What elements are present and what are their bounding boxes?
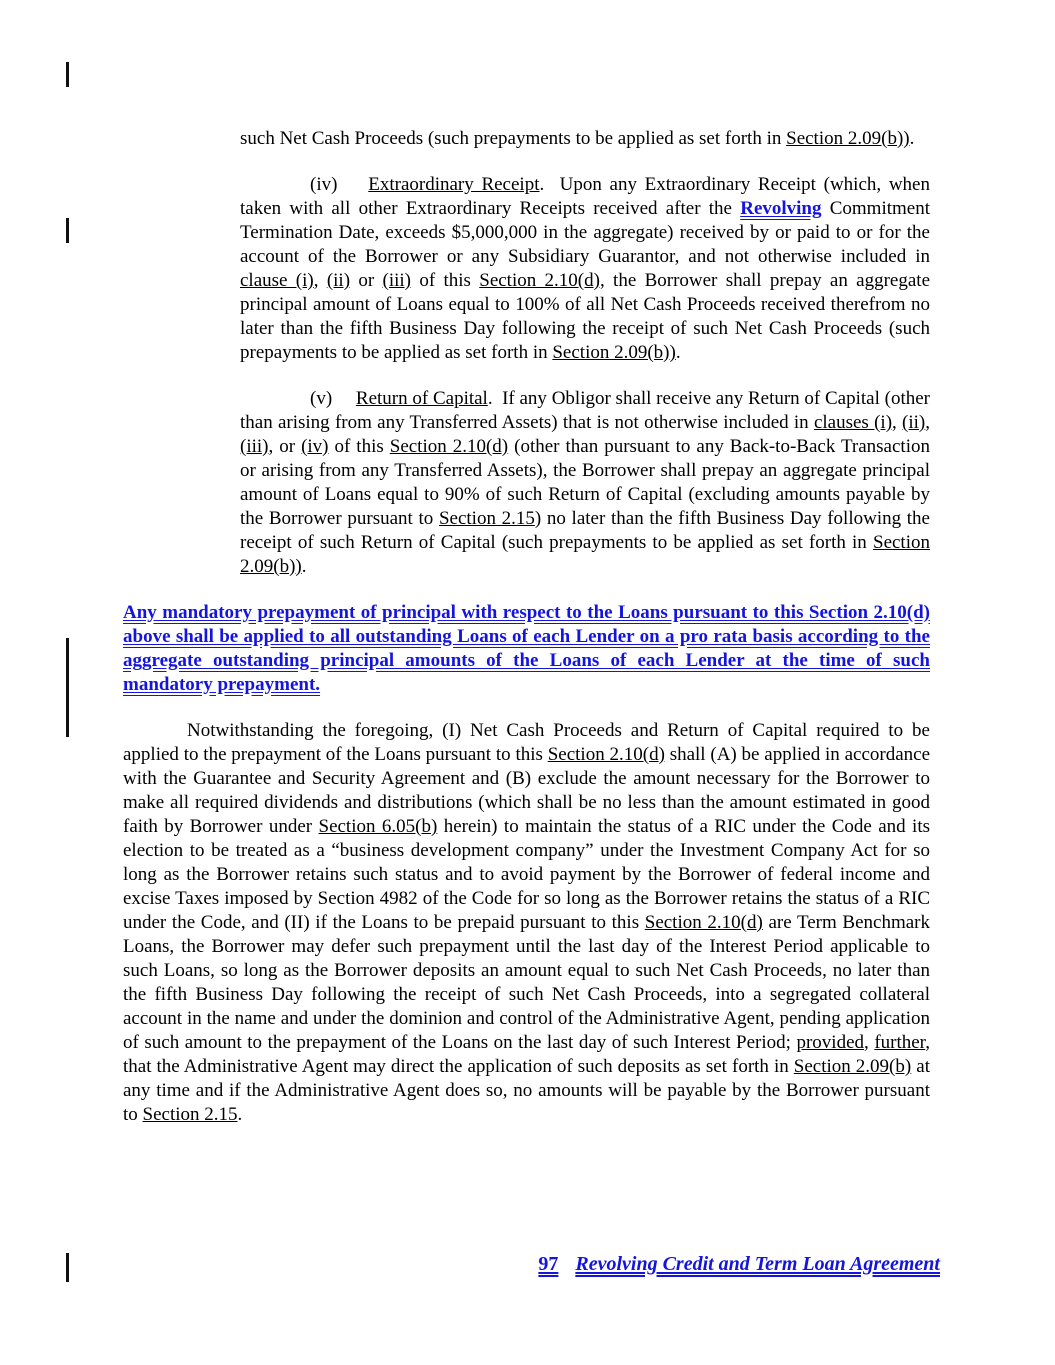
underlined-reference: Section 2.09(b)) xyxy=(786,128,910,149)
text-run: shall (A) be applied in accordance with the Guarantee and Security Agreement and (B) exclude the amount necessary for the Borrower to make all required dividends and distributions (which shall be no less than the amount estimated in good faith by Borrower under xyxy=(123,744,931,837)
text-run: ) no later than the fifth Business Day following the receipt of such Return of Capital (such prepayments to be applied as set forth in xyxy=(240,508,930,553)
text-run: herein) to maintain the status of a RIC under the Code and its election to be treated as a “business development company” under the Investment Company Act for so long as the Borrower retains such status and to avoid payment by the Borrower of federal income and excise Taxes imposed by Section 4982 of the Code for so long as the Borrower retains the status of a RIC under the Code, and (II) if the Loans to be prepaid pursuant to this xyxy=(123,816,930,933)
text-run: Commitment Termination Date, exceeds $5,000,000 in the aggregate) received by or paid to or for the account of the Borrower or any Subsidiary Guarantor, and not otherwise included in xyxy=(240,198,930,267)
text-run: (v) xyxy=(310,388,356,409)
text-run: or xyxy=(350,270,383,291)
text-run: , xyxy=(864,1032,875,1053)
underlined-reference: Section 2.09(b)) xyxy=(240,532,930,577)
paragraph-v-return-of-capital xyxy=(240,387,930,579)
underlined-reference: Section 2.15 xyxy=(142,1104,238,1125)
text-run: at any time and if the Administrative Agent does so, no amounts will be payable by the Borrower pursuant to xyxy=(123,1056,930,1125)
underlined-reference: (ii) xyxy=(902,412,926,433)
underlined-reference: (iii) xyxy=(240,436,269,457)
footer-agreement-title: Revolving Credit and Term Loan Agreement xyxy=(575,1253,940,1275)
text-run: , xyxy=(313,270,327,291)
page-number: 97 xyxy=(538,1253,559,1275)
text-run: (iv) xyxy=(310,174,369,195)
underlined-reference: clauses (i) xyxy=(813,412,893,433)
text-run: (other than pursuant to any Back-to-Back Transaction or arising from any Transferred Assets), the Borrower shall prepay an aggregate principal amount of Loans equal to 90% of such Return of Capital (excluding amounts payable by the Borrower pursuant to xyxy=(240,436,930,529)
paragraph-continuation xyxy=(240,127,930,151)
revision-bar xyxy=(66,1253,69,1282)
text-run: are Term Benchmark Loans, the Borrower may defer such prepayment until the last day of the Interest Period applicable to such Loans, so long as the Borrower deposits an amount equal to such Net Cash Proceeds, no later than the fifth Business Day following the receipt of such Net Cash Proceeds, into a segregated collateral account in the name and under the dominion and control of the Administrative Agent, pending application of such amount to the prepayment of the Loans on the last day of such Interest Period; xyxy=(123,912,930,1053)
text-run: Notwithstanding the foregoing, (I) Net Cash Proceeds and Return of Capital required to be applied to the prepayment of the Loans pursuant to this xyxy=(123,720,930,765)
paragraph-iv-extraordinary-receipt xyxy=(240,173,930,365)
underlined-reference: Section 2.10(d) xyxy=(547,744,665,765)
text-run: of this xyxy=(328,436,390,457)
text-run: . xyxy=(237,1104,243,1125)
underlined-reference: (iv) xyxy=(301,436,329,457)
underlined-reference: further xyxy=(874,1032,926,1053)
revision-bar xyxy=(66,62,69,87)
text-run: , the Borrower shall prepay an aggregate principal amount of Loans equal to 100% of all Net Cash Proceeds received therefrom no later than the fifth Business Day following the receipt of such Net Cash Proceeds (such prepayments to be applied as set forth in xyxy=(240,270,931,363)
underlined-reference: Return of Capital xyxy=(355,388,488,409)
underlined-reference: (ii) xyxy=(326,270,351,291)
underlined-reference: Section 2.09(b) xyxy=(793,1056,912,1077)
text-run: of this xyxy=(411,270,480,291)
underlined-reference: Extraordinary Receipt xyxy=(368,174,540,195)
underlined-reference: Section 2.10(d) xyxy=(389,436,509,457)
underlined-reference: clause (i) xyxy=(240,270,314,291)
text-run: . xyxy=(909,128,915,149)
text-run: . If any Obligor shall receive any Return of Capital (other than arising from any Transferred Assets) that is not otherwise included in xyxy=(240,388,930,433)
revision-bar xyxy=(66,638,69,737)
underlined-reference: Section 6.05(b) xyxy=(318,816,438,837)
underlined-reference: (iii) xyxy=(382,270,411,291)
revision-bar xyxy=(66,218,69,243)
underlined-reference: Section 2.15 xyxy=(438,508,535,529)
underlined-reference: Section 2.09(b)) xyxy=(552,342,676,363)
text-run: , or xyxy=(268,436,302,457)
text-run: , xyxy=(892,412,903,433)
paragraph-mandatory-prepayment-insertion xyxy=(123,601,930,697)
paragraph-notwithstanding xyxy=(123,719,930,1127)
text-run: . xyxy=(675,342,681,363)
underlined-reference: provided xyxy=(796,1032,865,1053)
underlined-reference: Section 2.10(d) xyxy=(644,912,763,933)
underlined-reference: Section 2.10(d) xyxy=(479,270,600,291)
text-run: , that the Administrative Agent may direct the application of such deposits as set forth in xyxy=(123,1032,930,1077)
inserted-text-run: Revolving xyxy=(740,198,822,219)
inserted-text-run: Any mandatory prepayment of principal with respect to the Loans pursuant to this Section 2.10(d) above shall be applied to all outstanding Loans of each Lender on a pro rata basis according to the aggregate outstanding principal amounts of the Loans of each Lender at the time of such mandatory prepayment. xyxy=(123,602,930,695)
text-run: . xyxy=(301,556,307,577)
page-footer xyxy=(538,1253,940,1276)
text-run: , xyxy=(925,412,930,433)
text-run: . Upon any Extraordinary Receipt (which, when taken with all other Extraordinary Receipts received after the xyxy=(240,174,930,219)
document-body xyxy=(123,127,930,1149)
text-run: such Net Cash Proceeds (such prepayments to be applied as set forth in xyxy=(240,128,787,149)
